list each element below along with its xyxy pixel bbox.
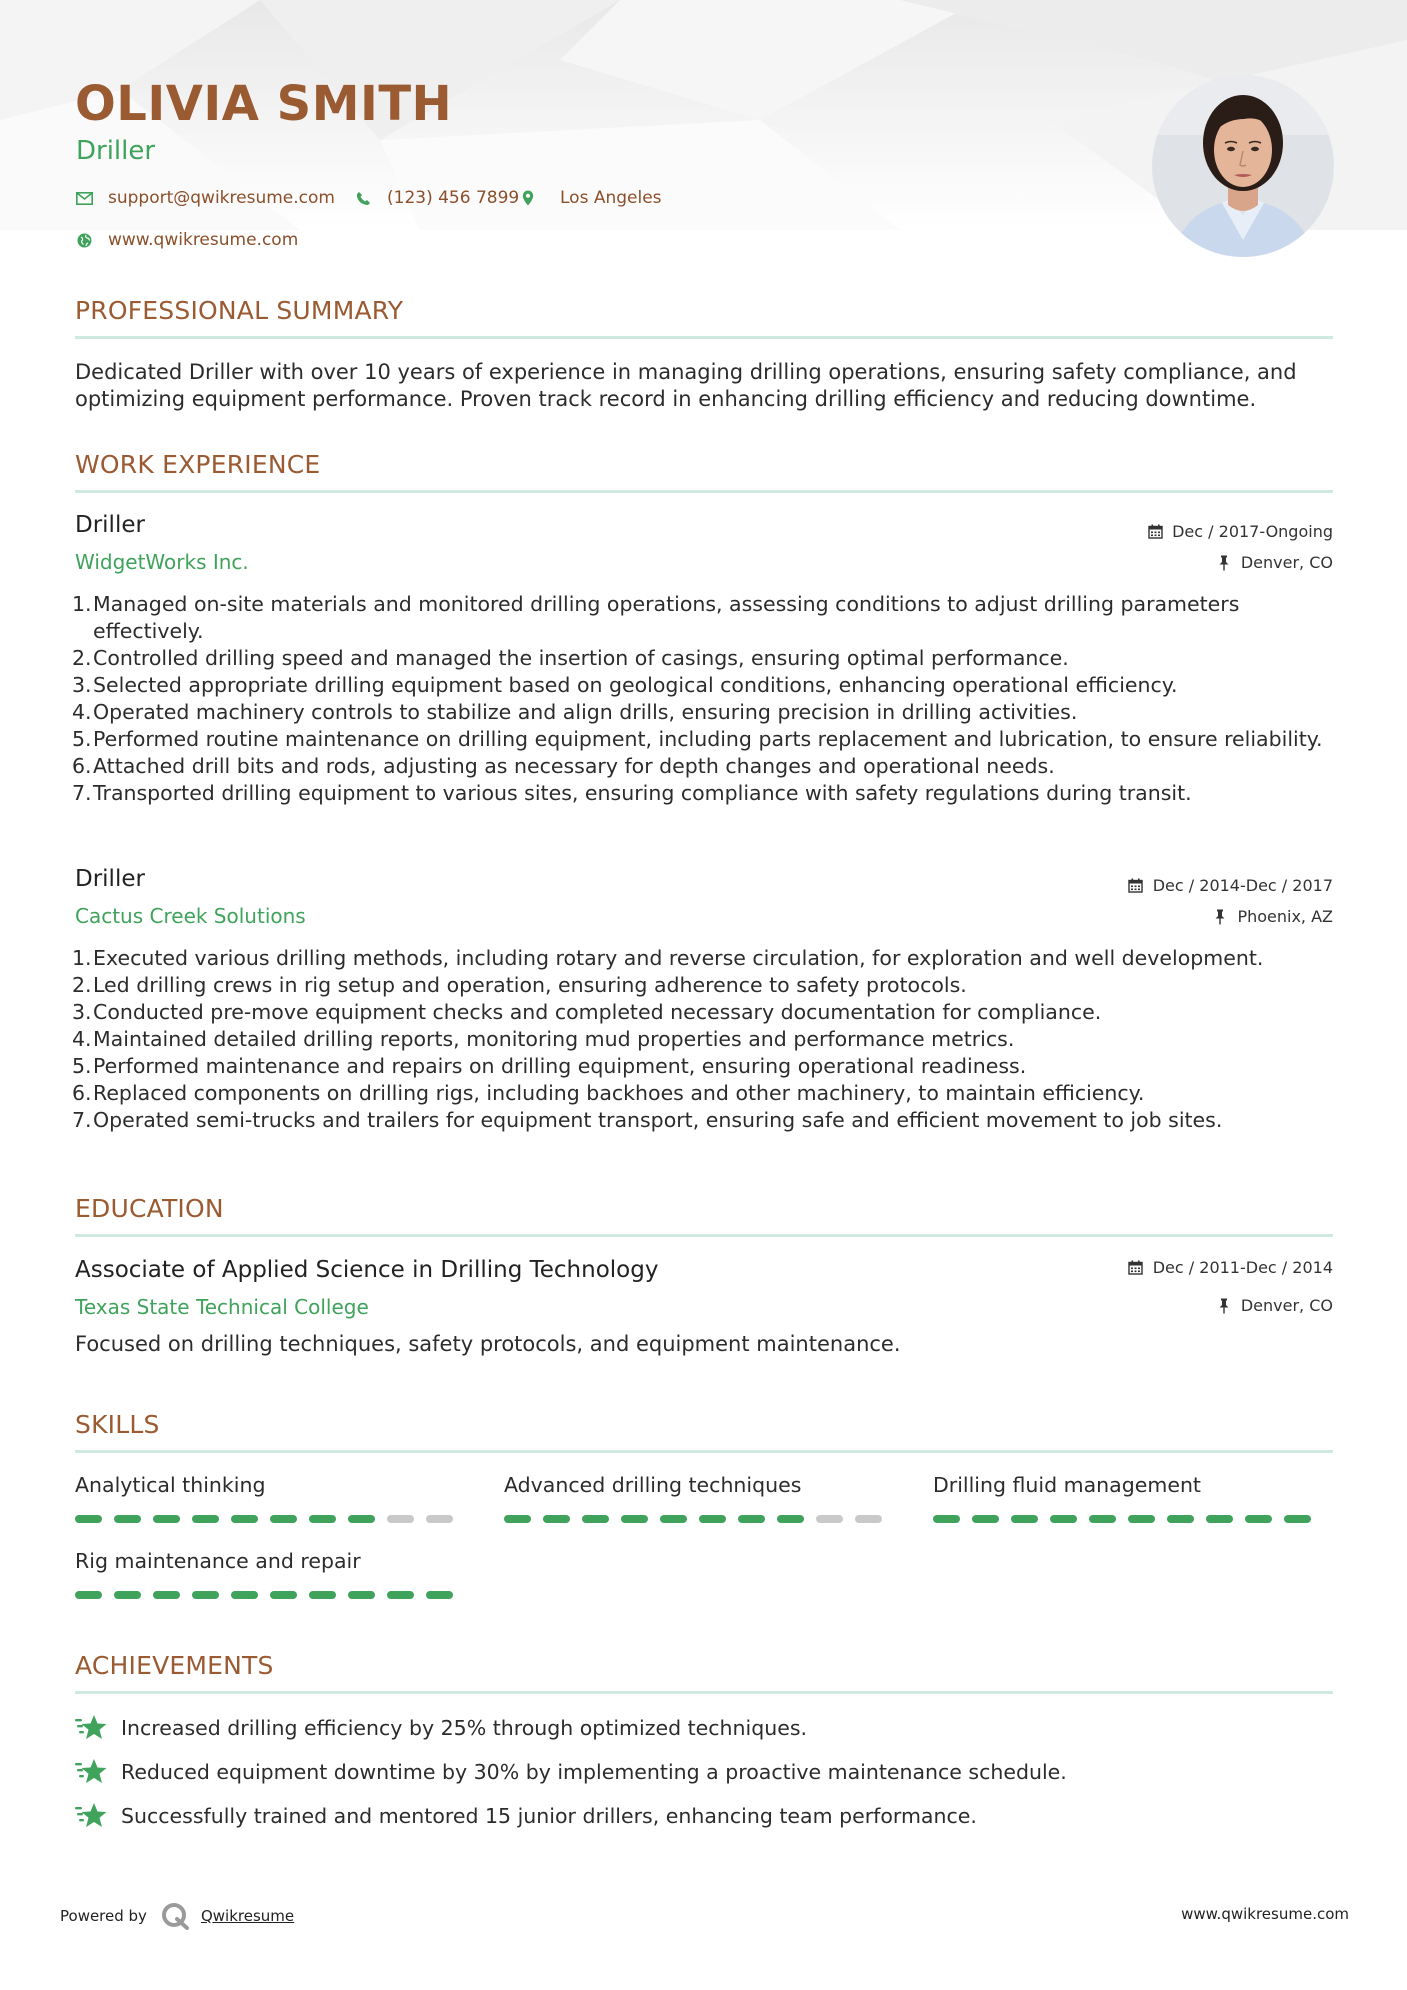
job-location xyxy=(1211,907,1333,926)
education-section-title: EDUCATION xyxy=(75,1194,224,1223)
skill-dash-filled xyxy=(114,1515,141,1523)
skill-dash-filled xyxy=(75,1515,102,1523)
education-dates xyxy=(1127,1258,1333,1277)
skill-dash-filled xyxy=(933,1515,960,1523)
skill-name: Drilling fluid management xyxy=(933,1473,1201,1497)
education-degree: Associate of Applied Science in Drilling Technology xyxy=(75,1257,659,1283)
calendar-icon xyxy=(1146,523,1164,541)
skill-dash-filled xyxy=(348,1515,375,1523)
skill-dash-filled xyxy=(75,1591,102,1599)
experience-divider xyxy=(75,490,1333,493)
skill-dash-filled xyxy=(1128,1515,1155,1523)
list-item: 7. Transported drilling equipment to various sites, ensuring compliance with safety regulations during transit. xyxy=(72,781,1192,805)
star-icon xyxy=(75,1758,107,1786)
phone-text: (123) 456 7899 xyxy=(387,188,520,208)
achievement-text: Increased drilling efficiency by 25% through optimized techniques. xyxy=(121,1716,808,1740)
job-company: WidgetWorks Inc. xyxy=(75,550,249,574)
job-bullets xyxy=(72,591,1337,807)
skill-dash-filled xyxy=(504,1515,531,1523)
summary-section-title: PROFESSIONAL SUMMARY xyxy=(75,296,404,325)
candidate-role: Driller xyxy=(76,136,156,166)
skill-dash-filled xyxy=(1089,1515,1116,1523)
profile-photo xyxy=(1152,75,1334,257)
job-company: Cactus Creek Solutions xyxy=(75,904,306,928)
skill-dash-empty xyxy=(426,1515,453,1523)
skill-dash-filled xyxy=(777,1515,804,1523)
achievement-item xyxy=(75,1758,1067,1786)
list-item: 4. Maintained detailed drilling reports, monitoring mud properties and performance metrics. xyxy=(72,1027,1015,1051)
skill-dash-empty xyxy=(387,1515,414,1523)
skill-rating xyxy=(75,1591,453,1599)
job-title: Driller xyxy=(75,512,145,538)
qwikresume-link[interactable]: Qwikresume xyxy=(200,1907,295,1925)
skill-dash-filled xyxy=(972,1515,999,1523)
footer-website[interactable]: www.qwikresume.com xyxy=(1181,1905,1349,1923)
skill-dash-filled xyxy=(153,1591,180,1599)
skill-dash-filled xyxy=(231,1591,258,1599)
skill-dash-filled xyxy=(270,1591,297,1599)
skill-dash-empty xyxy=(855,1515,882,1523)
skill-dash-filled xyxy=(192,1515,219,1523)
skill-item xyxy=(75,1473,453,1523)
phone-icon xyxy=(353,188,373,208)
list-item: 2. Controlled drilling speed and managed the insertion of casings, ensuring optimal performance. xyxy=(72,646,1069,670)
skill-dash-filled xyxy=(153,1515,180,1523)
contact-website[interactable] xyxy=(74,230,298,250)
location-text: Los Angeles xyxy=(560,188,662,208)
list-item: 4. Operated machinery controls to stabilize and align drills, ensuring precision in drilling activities. xyxy=(72,700,1078,724)
skill-dash-filled xyxy=(699,1515,726,1523)
skill-name: Rig maintenance and repair xyxy=(75,1549,361,1573)
skill-dash-filled xyxy=(660,1515,687,1523)
skill-rating xyxy=(933,1515,1311,1523)
job-location xyxy=(1215,553,1333,572)
skill-dash-filled xyxy=(309,1515,336,1523)
skill-dash-filled xyxy=(1167,1515,1194,1523)
summary-text: Dedicated Driller with over 10 years of experience in managing drilling operations, ensuring safety compliance, and optimizing equipment performance. Proven track record in enhancing drilling efficiency and reducing downtime. xyxy=(75,360,1297,411)
education-divider xyxy=(75,1234,1333,1237)
skill-dash-filled xyxy=(738,1515,765,1523)
list-item: 6. Attached drill bits and rods, adjusting as necessary for depth changes and operational needs. xyxy=(72,754,1055,778)
skill-dash-filled xyxy=(270,1515,297,1523)
education-dates-text: Dec / 2011-Dec / 2014 xyxy=(1152,1258,1333,1277)
experience-section-title: WORK EXPERIENCE xyxy=(75,450,321,479)
skills-section-title: SKILLS xyxy=(75,1410,160,1439)
list-item: 7. Operated semi-trucks and trailers for equipment transport, ensuring safe and efficient movement to job sites. xyxy=(72,1108,1223,1132)
skill-dash-filled xyxy=(1284,1515,1311,1523)
skill-dash-empty xyxy=(816,1515,843,1523)
skill-dash-filled xyxy=(387,1591,414,1599)
job-location-text: Denver, CO xyxy=(1240,553,1333,572)
skill-dash-filled xyxy=(1011,1515,1038,1523)
contact-email[interactable] xyxy=(74,188,335,208)
job-dates-text: Dec / 2014-Dec / 2017 xyxy=(1152,876,1333,895)
skill-name: Advanced drilling techniques xyxy=(504,1473,802,1497)
skill-dash-filled xyxy=(348,1591,375,1599)
list-item: 5. Performed routine maintenance on drilling equipment, including parts replacement and lubrication, to ensure reliability. xyxy=(72,727,1323,751)
envelope-icon xyxy=(74,188,94,208)
calendar-icon xyxy=(1127,1259,1145,1277)
skill-dash-filled xyxy=(426,1591,453,1599)
map-pin-icon xyxy=(518,188,538,208)
list-item: 5. Performed maintenance and repairs on drilling equipment, ensuring operational readiness. xyxy=(72,1054,1027,1078)
achievement-text: Successfully trained and mentored 15 junior drillers, enhancing team performance. xyxy=(121,1804,977,1828)
list-item: 2. Led drilling crews in rig setup and operation, ensuring adherence to safety protocols. xyxy=(72,973,967,997)
education-description: Focused on drilling techniques, safety protocols, and equipment maintenance. xyxy=(75,1332,901,1356)
skill-dash-filled xyxy=(621,1515,648,1523)
education-school: Texas State Technical College xyxy=(75,1295,369,1319)
achievement-text: Reduced equipment downtime by 30% by implementing a proactive maintenance schedule. xyxy=(121,1760,1067,1784)
skill-dash-filled xyxy=(1206,1515,1233,1523)
pushpin-icon xyxy=(1215,1297,1233,1315)
skill-dash-filled xyxy=(192,1591,219,1599)
job-location-text: Phoenix, AZ xyxy=(1237,907,1333,926)
star-icon xyxy=(75,1714,107,1742)
skill-item xyxy=(933,1473,1311,1523)
email-text: support@qwikresume.com xyxy=(108,188,335,208)
contact-phone[interactable] xyxy=(353,188,519,208)
star-icon xyxy=(75,1802,107,1830)
job-dates-text: Dec / 2017-Ongoing xyxy=(1172,522,1333,541)
calendar-icon xyxy=(1127,877,1145,895)
pushpin-icon xyxy=(1215,554,1233,572)
skill-dash-filled xyxy=(1050,1515,1077,1523)
website-text: www.qwikresume.com xyxy=(108,230,299,250)
achievement-item xyxy=(75,1714,807,1742)
candidate-name: OLIVIA SMITH xyxy=(75,76,453,132)
skill-dash-filled xyxy=(1245,1515,1272,1523)
skill-rating xyxy=(504,1515,882,1523)
skill-dash-filled xyxy=(543,1515,570,1523)
pushpin-icon xyxy=(1211,908,1229,926)
qwikresume-logo-icon xyxy=(161,1902,191,1930)
skill-item xyxy=(75,1549,453,1599)
skill-dash-filled xyxy=(231,1515,258,1523)
list-item: 3. Conducted pre-move equipment checks and completed necessary documentation for compliance. xyxy=(72,1000,1102,1024)
summary-divider xyxy=(75,336,1333,339)
job-bullets xyxy=(72,945,1337,1134)
globe-icon xyxy=(74,230,94,250)
contact-location xyxy=(518,188,662,208)
education-location-text: Denver, CO xyxy=(1240,1296,1333,1315)
achievement-item xyxy=(75,1802,977,1830)
skill-name: Analytical thinking xyxy=(75,1473,266,1497)
powered-by-text: Powered by xyxy=(60,1907,147,1925)
job-dates xyxy=(1146,522,1333,541)
list-item: 3. Selected appropriate drilling equipment based on geological conditions, enhancing operational efficiency. xyxy=(72,673,1178,697)
skill-dash-filled xyxy=(309,1591,336,1599)
education-location xyxy=(1215,1296,1333,1315)
skill-item xyxy=(504,1473,882,1523)
list-item: 6. Replaced components on drilling rigs, including backhoes and other machinery, to maintain efficiency. xyxy=(72,1081,1145,1105)
job-title: Driller xyxy=(75,866,145,892)
skill-rating xyxy=(75,1515,453,1523)
achievements-section-title: ACHIEVEMENTS xyxy=(75,1651,274,1680)
skills-divider xyxy=(75,1450,1333,1453)
skill-dash-filled xyxy=(114,1591,141,1599)
footer-powered-by xyxy=(60,1902,294,1930)
list-item: 1. Managed on-site materials and monitored drilling operations, assessing conditions to adjust drilling parameters effectively. xyxy=(72,592,1240,643)
list-item: 1. Executed various drilling methods, including rotary and reverse circulation, for exploration and well development. xyxy=(72,946,1264,970)
skill-dash-filled xyxy=(582,1515,609,1523)
achievements-divider xyxy=(75,1691,1333,1694)
job-dates xyxy=(1127,876,1333,895)
